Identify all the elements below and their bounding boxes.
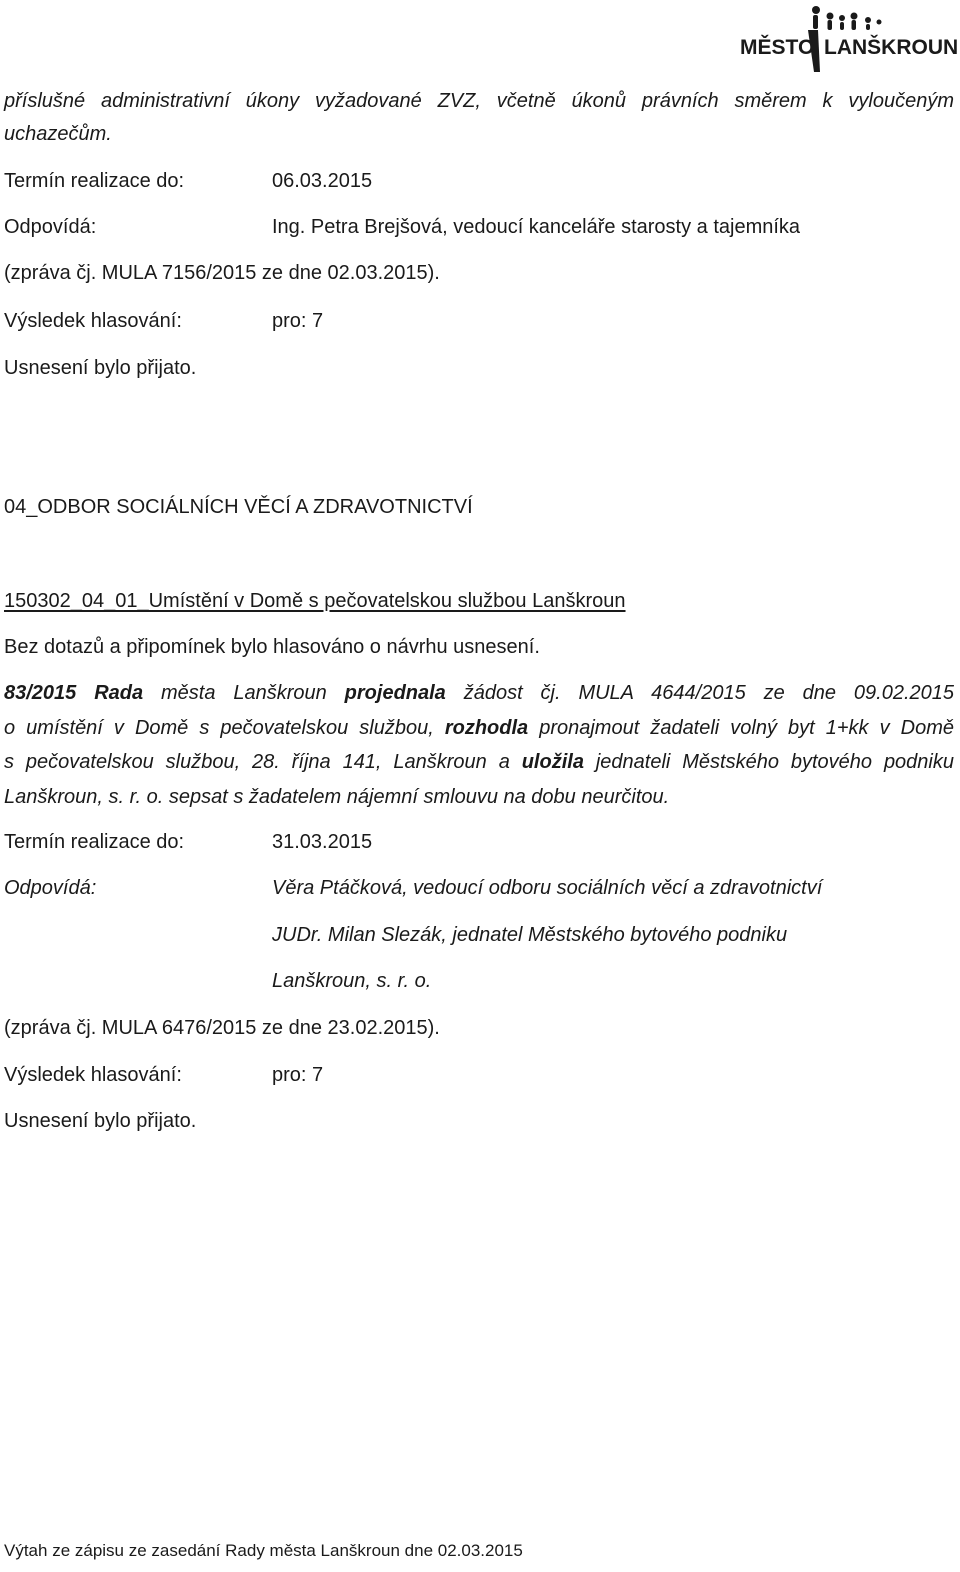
term-label: Termín realizace do: bbox=[4, 831, 185, 853]
svg-text:LANŠKROUN: LANŠKROUN bbox=[824, 36, 959, 59]
responsible-label: Odpovídá: bbox=[4, 216, 97, 238]
responsible-label: Odpovídá: bbox=[4, 877, 97, 899]
resolution-result: Usnesení bylo přijato. bbox=[4, 1110, 197, 1132]
resolution-verb: projednala bbox=[344, 682, 446, 704]
resolution-line: Lanškroun, s. r. o. sepsat s žadatelem nájemní smlouvu na dobu neurčitou. bbox=[4, 786, 670, 808]
responsible-value: Lanškroun, s. r. o. bbox=[272, 970, 432, 992]
vote-label: Výsledek hlasování: bbox=[4, 1064, 182, 1086]
responsible-value: JUDr. Milan Slezák, jednatel Městského bytového podniku bbox=[272, 924, 788, 946]
term-label: Termín realizace do: bbox=[4, 170, 185, 192]
term-value: 31.03.2015 bbox=[272, 831, 373, 853]
section-heading: 04_ODBOR SOCIÁLNÍCH VĚCÍ A ZDRAVOTNICTVÍ bbox=[4, 496, 473, 518]
responsible-value: Věra Ptáčková, vedoucí odboru sociálních věcí a zdravotnictví bbox=[272, 877, 823, 899]
resolution-verb: rozhodla bbox=[444, 717, 529, 739]
svg-text:MĚSTO: MĚSTO bbox=[740, 36, 815, 59]
report-reference: (zpráva čj. MULA 7156/2015 ze dne 02.03.2015). bbox=[4, 262, 440, 284]
resolution-verb: uložila bbox=[521, 751, 584, 773]
resolution-line bbox=[4, 749, 954, 775]
resolution-text: s pečovatelskou službou, 28. října 141, Lanškroun a bbox=[4, 751, 522, 773]
resolution-text: pronajmout žadateli volný byt 1+kk v Domě bbox=[528, 717, 954, 739]
paragraph-line: uchazečům. bbox=[4, 123, 112, 145]
resolution-text: o umístění v Domě s pečovatelskou službou, bbox=[4, 717, 445, 739]
report-reference: (zpráva čj. MULA 6476/2015 ze dne 23.02.2015). bbox=[4, 1017, 440, 1039]
resolution-line bbox=[4, 715, 954, 741]
city-logo bbox=[738, 2, 960, 80]
vote-label: Výsledek hlasování: bbox=[4, 310, 182, 332]
intro-text: Bez dotazů a připomínek bylo hlasováno o návrhu usnesení. bbox=[4, 636, 540, 658]
term-value: 06.03.2015 bbox=[272, 170, 373, 192]
page-footer: Výtah ze zápisu ze zasedání Rady města Lanškroun dne 02.03.2015 bbox=[4, 1541, 523, 1560]
resolution-line bbox=[4, 680, 954, 706]
vote-value: pro: 7 bbox=[272, 310, 324, 332]
paragraph-line: příslušné administrativní úkony vyžadované ZVZ, včetně úkonů právních směrem k vyloučeným bbox=[4, 90, 954, 112]
city-logo-graphic bbox=[738, 2, 960, 80]
resolution-result: Usnesení bylo přijato. bbox=[4, 357, 197, 379]
responsible-value: Ing. Petra Brejšová, vedoucí kanceláře starosty a tajemníka bbox=[272, 216, 801, 238]
resolution-number: 83/2015 bbox=[4, 682, 77, 704]
resolution-text: jednateli Městského bytového podniku bbox=[583, 751, 954, 773]
resolution-subject: Rada bbox=[94, 682, 144, 704]
resolution-text: města Lanškroun bbox=[143, 682, 345, 704]
resolution-text: žádost čj. MULA 4644/2015 ze dne 09.02.2015 bbox=[445, 682, 954, 704]
vote-value: pro: 7 bbox=[272, 1064, 324, 1086]
item-title: 150302_04_01_Umístění v Domě s pečovatelskou službou Lanškroun bbox=[4, 590, 626, 612]
